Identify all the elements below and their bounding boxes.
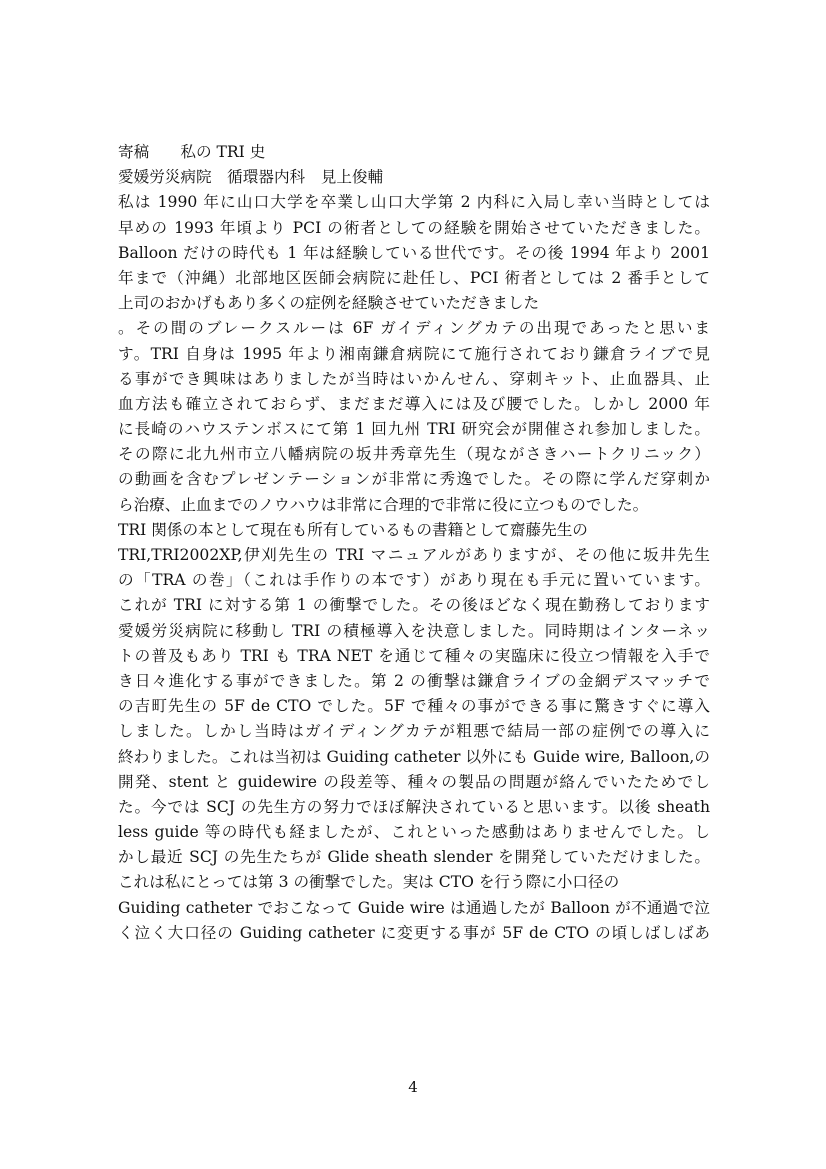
body-line: 愛媛労災病院に移動し TRI の積極導入を決意しました。同時期はインターネッ xyxy=(118,621,710,640)
body-line: Balloon だけの時代も 1 年は経験している世代です。その後 1994 年より 2001 xyxy=(118,243,710,262)
body-line: の動画を含むプレゼンテーションが非常に秀逸でした。その際に学んだ穿刺か xyxy=(118,470,710,489)
body-line: これが TRI に対する第 1 の衝撃でした。その後ほどなく現在勤務しております xyxy=(118,596,710,615)
body-line: Guiding catheter でおこなって Guide wire は通過したが Balloon が不通過で泣 xyxy=(118,898,710,917)
article-body xyxy=(118,140,710,946)
body-line: トの普及もあり TRI も TRA NET を通じて種々の実臨床に役立つ情報を入手で xyxy=(118,646,710,665)
body-line: く泣く大口径の Guiding catheter に変更する事が 5F de CTO の頃しばしばあ xyxy=(118,923,710,942)
body-line: これは私にとっては第 3 の衝撃でした。実は CTO を行う際に小口径の xyxy=(118,873,620,892)
body-line: 血方法も確立されておらず、まだまだ導入には及び腰でした。しかし 2000 年 xyxy=(118,394,710,413)
article-title: 寄稿 私の TRI 史 xyxy=(118,143,266,161)
body-line: 私は 1990 年に山口大学を卒業し山口大学第 2 内科に入局し幸い当時としては xyxy=(118,193,710,212)
body-line: 開発、stent と guidewire の段差等、種々の製品の問題が絡んでいたためでし xyxy=(118,772,710,791)
body-line: 年まで（沖縄）北部地区医師会病院に赴任し、PCI 術者としては 2 番手として xyxy=(118,268,710,287)
body-line: 上司のおかげもあり多くの症例を経験させていただきました xyxy=(118,294,540,313)
body-text xyxy=(118,190,710,946)
body-line: 早めの 1993 年頃より PCI の術者としての経験を開始させていただきました。 xyxy=(118,218,710,237)
body-line: に長崎のハウステンボスにて第 1 回九州 TRI 研究会が開催され参加しました。 xyxy=(118,420,710,439)
author-affiliation: 愛媛労災病院 循環器内科 見上俊輔 xyxy=(118,168,384,187)
body-line: ら治療、止血までのノウハウは非常に合理的で非常に役に立つものでした。 xyxy=(118,495,649,514)
body-line: しました。しかし当時はガイディングカテが粗悪で結局一部の症例での導入に xyxy=(118,722,710,741)
body-line: TRI 関係の本として現在も所有しているもの書籍として齋藤先生の xyxy=(118,520,588,539)
body-line: の「TRA の巻」（これは手作りの本です）があり現在も手元に置いています。 xyxy=(118,571,710,590)
body-line: かし最近 SCJ の先生たちが Glide sheath slender を開発していただけました。 xyxy=(118,848,710,867)
body-line: less guide 等の時代も経ましたが、これといった感動はありませんでした。し xyxy=(118,823,710,842)
body-line: す。TRI 自身は 1995 年より湘南鎌倉病院にて施行されており鎌倉ライブで見 xyxy=(118,344,710,363)
body-line: 終わりました。これは当初は Guiding catheter 以外にも Guide wire, Balloon,の xyxy=(118,747,710,766)
page-number: 4 xyxy=(408,1078,418,1096)
body-line: た。今では SCJ の先生方の努力でほぼ解決されていると思います。以後 sheath xyxy=(118,797,710,816)
body-line: の吉町先生の 5F de CTO でした。5F で種々の事ができる事に驚きすぐに導入 xyxy=(118,697,710,716)
body-line: その際に北九州市立八幡病院の坂井秀章先生（現ながさきハートクリニック） xyxy=(118,445,710,464)
body-line: 。その間のブレークスルーは 6F ガイディングカテの出現であったと思いま xyxy=(118,319,710,338)
body-line: き日々進化する事ができました。第 2 の衝撃は鎌倉ライブの金網デスマッチで xyxy=(118,671,710,690)
body-line: TRI,TRI2002XP,伊刈先生の TRI マニュアルがありますが、その他に坂井先生 xyxy=(118,546,710,564)
body-line: る事ができ興味はありましたが当時はいかんせん、穿刺キット、止血器具、止 xyxy=(118,369,710,388)
